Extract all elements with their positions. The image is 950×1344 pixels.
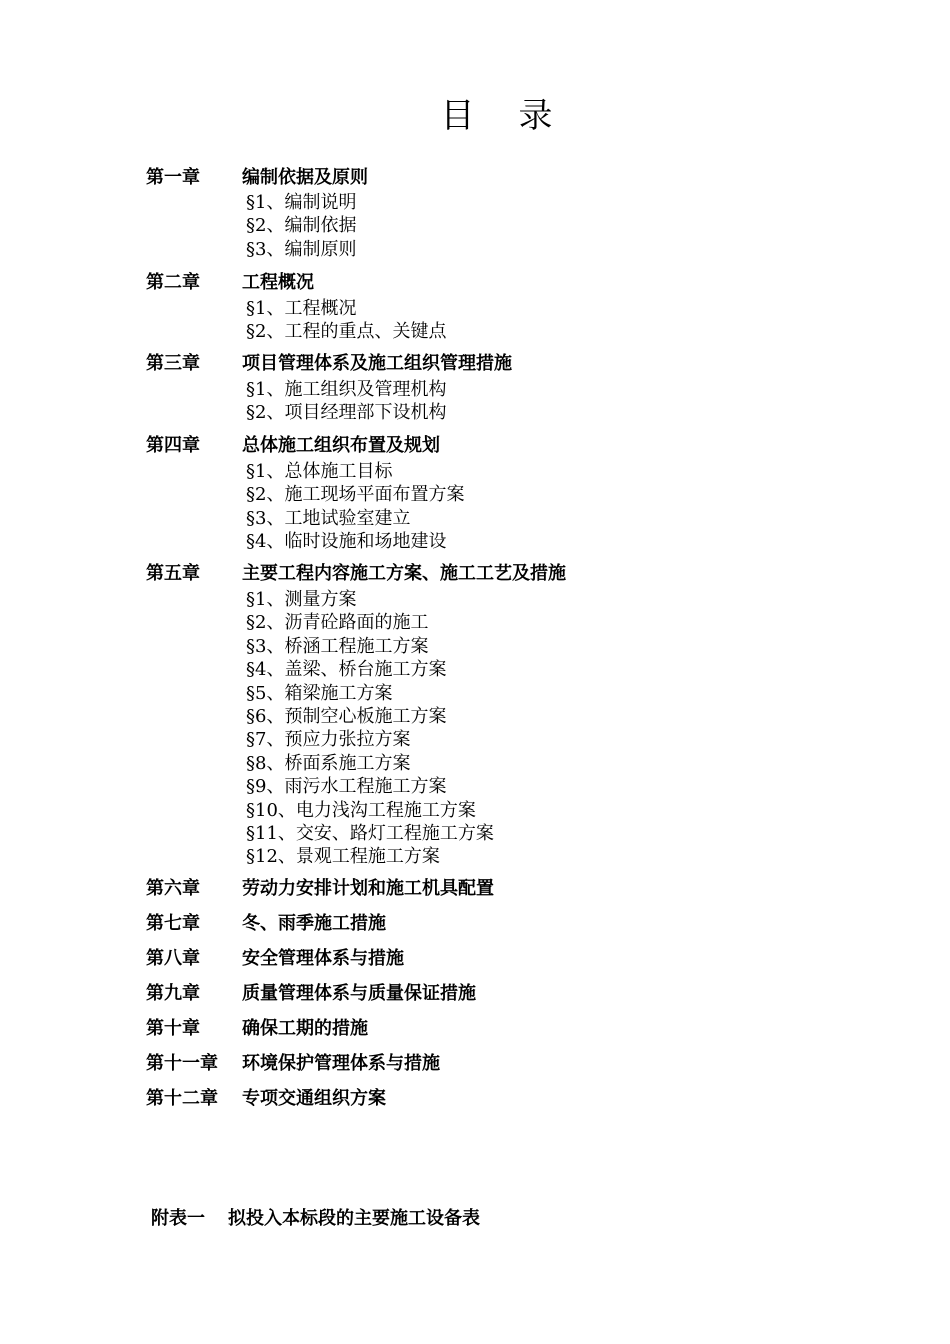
chapter-number: 第八章 — [146, 948, 200, 969]
chapter-number: 第十章 — [146, 1018, 200, 1039]
appendix-entry — [151, 1204, 480, 1230]
chapter-entry — [146, 874, 494, 900]
section-entry: §3、编制原则 — [246, 238, 357, 260]
chapter-title: 工程概况 — [242, 272, 314, 293]
section-entry: §3、工地试验室建立 — [246, 507, 411, 529]
chapter-title: 编制依据及原则 — [242, 167, 368, 188]
chapter-number: 第四章 — [146, 435, 200, 456]
section-entry: §12、景观工程施工方案 — [246, 846, 440, 868]
section-entry: §6、预制空心板施工方案 — [246, 706, 447, 727]
chapter-number: 第十二章 — [146, 1088, 218, 1109]
section-entry: §2、施工现场平面布置方案 — [246, 484, 465, 506]
section-entry: §3、桥涵工程施工方案 — [246, 635, 429, 657]
section-entry: §11、交安、路灯工程施工方案 — [246, 823, 494, 844]
chapter-title: 确保工期的措施 — [242, 1018, 368, 1039]
chapter-number: 第一章 — [146, 167, 200, 188]
section-entry: §2、项目经理部下设机构 — [246, 402, 447, 424]
section-entry: §4、盖梁、桥台施工方案 — [246, 659, 447, 681]
chapter-title: 冬、雨季施工措施 — [242, 913, 386, 934]
chapter-entry — [146, 431, 440, 457]
section-entry: §1、编制说明 — [246, 192, 357, 213]
section-entry: §10、电力浅沟工程施工方案 — [246, 799, 476, 821]
chapter-entry — [146, 268, 314, 294]
section-entry: §5、箱梁施工方案 — [246, 682, 393, 704]
section-entry: §8、桥面系施工方案 — [246, 752, 411, 774]
chapter-number: 第三章 — [146, 353, 200, 374]
chapter-entry — [146, 944, 404, 970]
chapter-entry — [146, 163, 368, 189]
chapter-number: 第十一章 — [146, 1053, 218, 1074]
appendix-number: 附表一 — [151, 1208, 205, 1229]
section-entry: §1、工程概况 — [246, 298, 357, 319]
chapter-title: 总体施工组织布置及规划 — [242, 435, 440, 456]
section-entry: §2、工程的重点、关键点 — [246, 321, 447, 343]
section-entry: §1、总体施工目标 — [246, 461, 393, 482]
chapter-number: 第五章 — [146, 563, 200, 584]
chapter-entry — [146, 1014, 368, 1040]
chapter-entry — [146, 349, 512, 375]
page-title: 目录 — [440, 96, 597, 136]
chapter-entry — [146, 909, 386, 935]
section-entry: §9、雨污水工程施工方案 — [246, 776, 447, 798]
chapter-title: 项目管理体系及施工组织管理措施 — [242, 353, 512, 374]
chapter-number: 第九章 — [146, 983, 200, 1004]
section-entry: §1、施工组织及管理机构 — [246, 379, 447, 400]
section-entry: §2、沥青砼路面的施工 — [246, 612, 429, 634]
chapter-number: 第六章 — [146, 878, 200, 899]
section-entry: §2、编制依据 — [246, 215, 357, 237]
chapter-number: 第二章 — [146, 272, 200, 293]
chapter-title: 主要工程内容施工方案、施工工艺及措施 — [242, 563, 566, 584]
chapter-title: 质量管理体系与质量保证措施 — [242, 983, 476, 1004]
chapter-number: 第七章 — [146, 913, 200, 934]
chapter-title: 安全管理体系与措施 — [242, 948, 404, 969]
chapter-entry — [146, 1084, 386, 1110]
chapter-title: 环境保护管理体系与措施 — [242, 1053, 440, 1074]
section-entry: §4、临时设施和场地建设 — [246, 531, 447, 553]
section-entry: §1、测量方案 — [246, 589, 357, 610]
appendix-title: 拟投入本标段的主要施工设备表 — [228, 1208, 480, 1229]
chapter-title: 劳动力安排计划和施工机具配置 — [242, 878, 494, 899]
chapter-entry — [146, 1049, 440, 1075]
chapter-entry — [146, 559, 566, 585]
chapter-entry — [146, 979, 476, 1005]
chapter-title: 专项交通组织方案 — [242, 1088, 386, 1109]
section-entry: §7、预应力张拉方案 — [246, 729, 411, 751]
